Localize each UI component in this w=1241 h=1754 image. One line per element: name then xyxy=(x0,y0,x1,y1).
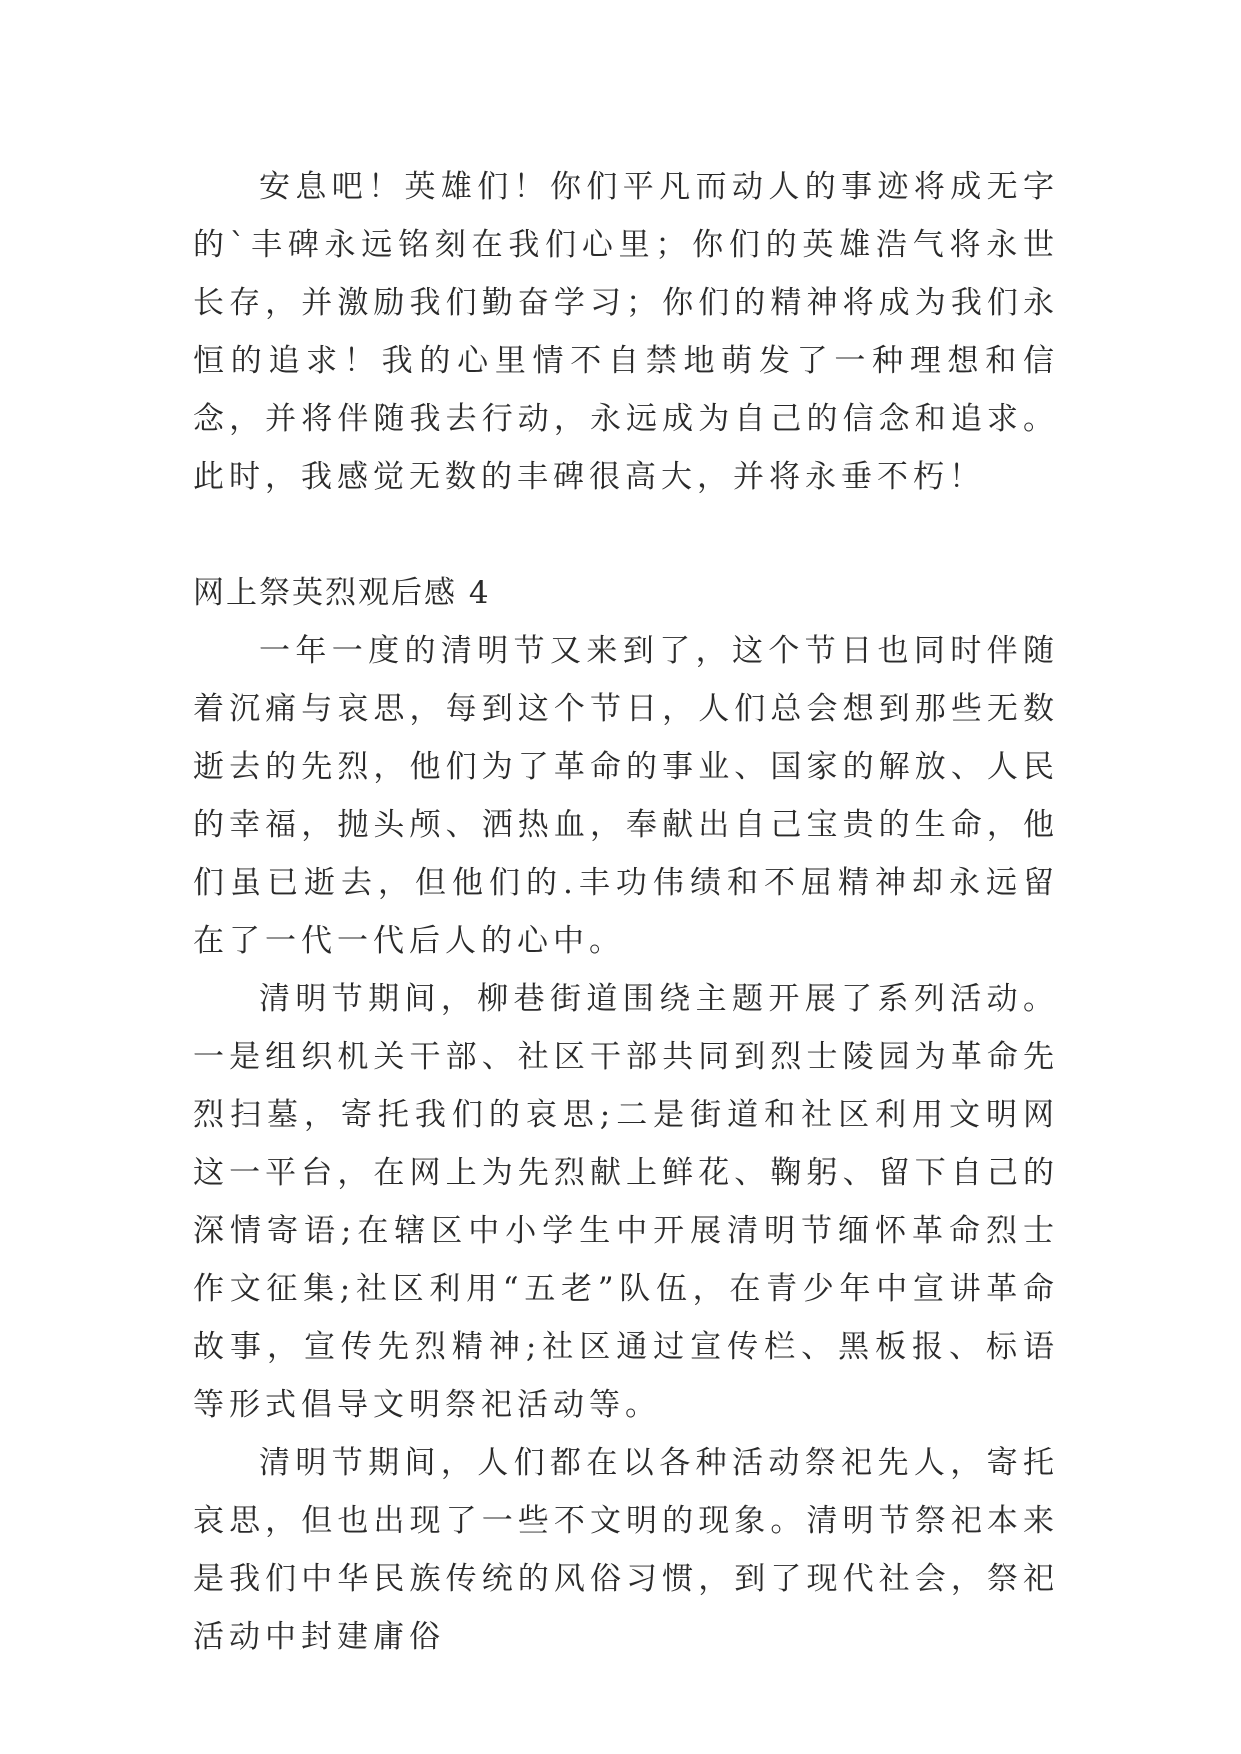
document-body xyxy=(193,158,1059,1666)
paragraph-qingming-intro: 一年一度的清明节又来到了，这个节日也同时伴随着沉痛与哀思，每到这个节日，人们总会想到那些无数逝去的先烈，他们为了革命的事业、国家的解放、人民的幸福，抛头颅、洒热血，奉献出自己宝贵的生命，他们虽已逝去，但他们的.丰功伟绩和不屈精神却永远留在了一代一代后人的心中。 xyxy=(193,633,1059,959)
section-title: 网上祭英烈观后感 4 xyxy=(193,575,491,611)
paragraph-qingming-activities: 清明节期间，柳巷街道围绕主题开展了系列活动。一是组织机关干部、社区干部共同到烈士陵园为革命先烈扫墓，寄托我们的哀思;二是街道和社区利用文明网这一平台，在网上为先烈献上鲜花、鞠躬、留下自己的深情寄语;在辖区中小学生中开展清明节缅怀革命烈士作文征集;社区利用“五老”队伍，在青少年中宣讲革命故事，宣传先烈精神;社区通过宣传栏、黑板报、标语等形式倡导文明祭祀活动等。 xyxy=(193,981,1059,1423)
paragraph-heroes-tribute: 安息吧！英雄们！你们平凡而动人的事迹将成无字的`丰碑永远铭刻在我们心里；你们的英雄浩气将永世长存，并激励我们勤奋学习；你们的精神将成为我们永恒的追求！我的心里情不自禁地萌发了一种理想和信念，并将伴随我去行动，永远成为自己的信念和追求。此时，我感觉无数的丰碑很高大，并将永垂不朽！ xyxy=(193,169,1059,495)
paragraph-qingming-customs: 清明节期间，人们都在以各种活动祭祀先人，寄托哀思，但也出现了一些不文明的现象。清明节祭祀本来是我们中华民族传统的风俗习惯，到了现代社会，祭祀活动中封建庸俗 xyxy=(193,1445,1059,1655)
section-spacer xyxy=(193,506,1059,564)
